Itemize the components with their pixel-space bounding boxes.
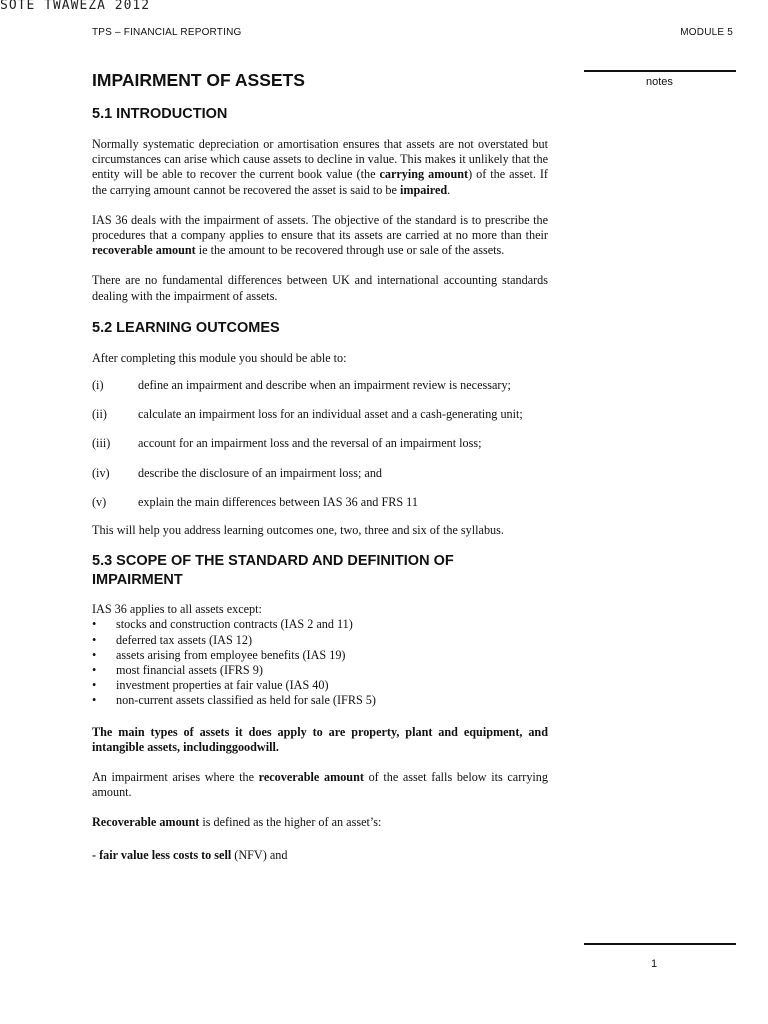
page-number: 1 [651, 958, 658, 970]
list-item [92, 633, 548, 648]
section-heading-scope: 5.3 SCOPE OF THE STANDARD AND DEFINITION OF IMPAIRMENT [92, 553, 454, 589]
intro-paragraph-2: IAS 36 deals with the impairment of assets. The objective of the standard is to prescribe the procedures that a company applies to ensure that its assets are carried at no more than their recoverable amount ie the amount to be recovered through use or sale of the assets. [92, 212, 548, 258]
outcome-number: (v) [92, 494, 107, 509]
notes-top-rule [584, 70, 736, 72]
bullet-icon: • [92, 647, 97, 662]
list-item-text: stocks and construction contracts (IAS 2 and 11) [116, 617, 353, 632]
term-fair-value-less-costs: - fair value less costs to sell [92, 847, 232, 862]
outcome-item [92, 378, 548, 393]
outcome-text: calculate an impairment loss for an individual asset and a cash-generating unit; [138, 407, 523, 422]
bullet-icon: • [92, 663, 97, 678]
section-heading-introduction: 5.1 INTRODUCTION [92, 106, 228, 122]
scope-intro: IAS 36 applies to all assets except: [92, 602, 262, 617]
list-item-text: assets arising from employee benefits (IAS 19) [116, 647, 346, 662]
outcome-item [92, 466, 548, 481]
list-item [92, 693, 548, 708]
outcome-text: define an impairment and describe when an impairment review is necessary; [138, 378, 511, 393]
term-recoverable-amount-3: Recoverable amount [92, 815, 200, 830]
impairment-definition: An impairment arises where the recoverable amount of the asset falls below its carrying amount. [92, 770, 548, 800]
watermark-text: SOTE TWAWEZA 2012 [0, 0, 151, 13]
list-item-text: investment properties at fair value (IAS 40) [116, 678, 329, 693]
list-item [92, 663, 548, 678]
term-recoverable-amount-2: recoverable amount [258, 770, 364, 785]
section-heading-learning-outcomes: 5.2 LEARNING OUTCOMES [92, 319, 280, 336]
main-asset-types: The main types of assets it does apply to are property, plant and equipment, and intangible assets, includinggoodwill. [92, 724, 548, 754]
outcome-text: describe the disclosure of an impairment loss; and [138, 465, 383, 480]
list-item [92, 617, 548, 632]
intro-paragraph-1: Normally systematic depreciation or amortisation ensures that assets are not overstated but circumstances can arise which cause assets to decline in value. This makes it unlikely that the entity will be able to recover the current book value (the carrying amount) of the asset. If the carrying amount cannot be recovered the asset is said to be impaired. [92, 137, 548, 197]
bullet-icon: • [92, 617, 97, 632]
outcomes-list [92, 378, 548, 510]
outcome-item [92, 495, 548, 510]
list-item-text: non-current assets classified as held for sale (IFRS 5) [116, 693, 376, 708]
intro-paragraph-3: There are no fundamental differences between UK and international accounting standards dealing with the impairment of assets. [92, 273, 548, 303]
bullet-icon: • [92, 632, 97, 647]
term-recoverable-amount: recoverable amount [92, 243, 196, 258]
outcome-item [92, 436, 548, 451]
header-course-title: TPS – FINANCIAL REPORTING [92, 27, 242, 38]
list-item [92, 648, 548, 663]
outcome-number: (iv) [92, 465, 110, 480]
outcome-item [92, 407, 548, 422]
outcome-number: (i) [92, 378, 104, 393]
list-item-text: most financial assets (IFRS 9) [116, 663, 263, 678]
exclusions-list [92, 617, 548, 708]
outcomes-closing: This will help you address learning outcomes one, two, three and six of the syllabus. [92, 523, 504, 538]
bullet-icon: • [92, 693, 97, 708]
outcome-number: (ii) [92, 407, 107, 422]
list-item-text: deferred tax assets (IAS 12) [116, 632, 253, 647]
bullet-icon: • [92, 678, 97, 693]
notes-label: notes [646, 76, 673, 88]
fair-value-item: - fair value less costs to sell (NFV) and [92, 847, 288, 862]
outcome-number: (iii) [92, 436, 111, 451]
outcome-text: explain the main differences between IAS 36 and FRS 11 [138, 494, 418, 509]
term-impaired: impaired [399, 182, 448, 197]
term-carrying-amount: carrying amount [379, 167, 469, 182]
outcomes-intro: After completing this module you should be able to: [92, 350, 347, 365]
header-module-label: MODULE 5 [680, 27, 733, 38]
notes-bottom-rule [584, 943, 736, 945]
page-title: IMPAIRMENT OF ASSETS [92, 70, 305, 90]
recoverable-amount-definition: Recoverable amount is defined as the higher of an asset’s: [92, 815, 382, 830]
outcome-text: account for an impairment loss and the reversal of an impairment loss; [138, 436, 482, 451]
main-content [92, 64, 548, 863]
list-item [92, 678, 548, 693]
